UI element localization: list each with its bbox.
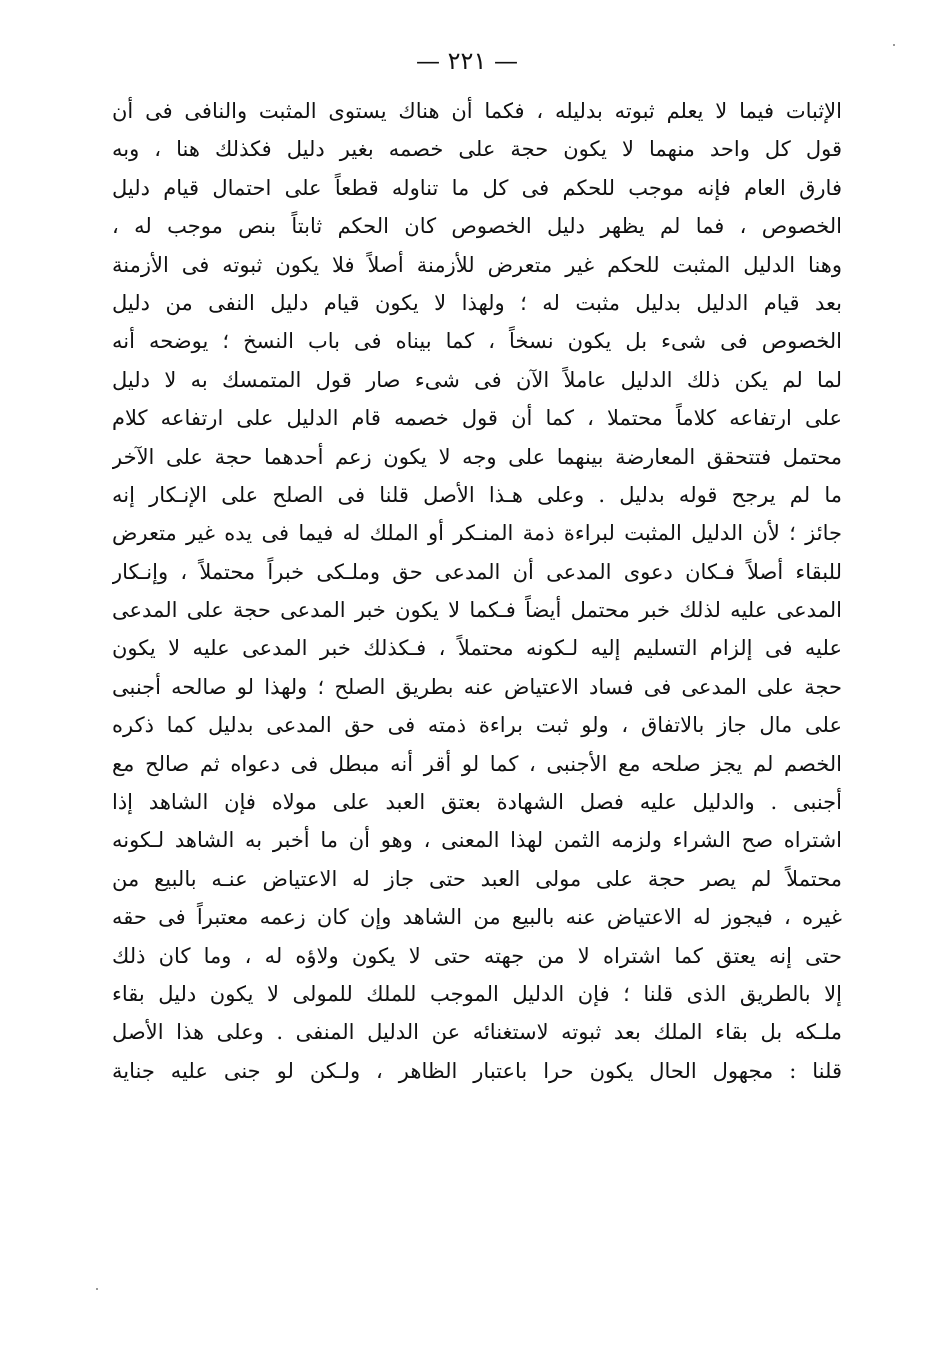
body-text <box>112 92 842 1090</box>
text-line: الإثبات فيما لا يعلم ثبوته بدليله ، فكما أن هناك يستوى المثبت والنافى فى أن <box>112 99 842 123</box>
text-line: عليه فى إلزام التسليم إليه لـكونه محتملاً ، فـكذلك خبر المدعى عليه لا يكون <box>112 636 842 661</box>
text-line: قلنا : مجهول الحال يكون حرا باعتبار الظاهر ، ولـكن لو جنى عليه جناية <box>112 1058 842 1083</box>
text-line: جائز ؛ لأن الدليل المثبت لبراءة ذمة المنـكر أو الملك له فيما فى يده غير متعرض <box>112 521 842 546</box>
text-line: الخصم لم يجز صلحه مع الأجنبى ، كما لو أقر أنه مبطل فى دعواه ثم صالح مع <box>112 751 842 776</box>
text-line: ملـكه بل بقاء الملك بعد ثبوته لاستغنائه عن الدليل المنفى . وعلى هذا الأصل <box>112 1020 842 1045</box>
text-line: غيره ، فيجوز له الاعتياض عنه بالبيع من الشاهد وإن كان زعمه معتبراً فى حقه <box>112 905 842 930</box>
text-line: محتملاً لم يصر حجة على مولى العبد حتى جاز له الاعتياض عنـه بالبيع من <box>112 866 842 891</box>
text-line: الخصوص فى شىء بل يكون نسخاً ، كما بيناه فى باب النسخ ؛ يوضحه أنه <box>112 329 842 354</box>
text-line: ما لم يرجح قوله بدليل . وعلى هـذا الأصل قلنا فى الصلح على الإنـكار إنه <box>112 482 842 507</box>
text-line: لما لم يكن ذلك الدليل عاملاً الآن فى شىء صار قول المتمسك به لا دليل <box>112 367 842 392</box>
text-line: اشتراه صح الشراء ولزمه الثمن لهذا المعنى ، وهو أن ما أخبر به الشاهد لـكونه <box>112 828 842 853</box>
text-line: محتمل فتتحقق المعارضة بينهما على وجه لا يكون زعم أحدهما حجة على الآخر <box>112 444 842 469</box>
text-line: إلا بالطريق الذى قلنا ؛ فإن الدليل الموجب للملك للمولى لا يكون دليل بقاء <box>112 981 842 1006</box>
page-number: — ٢٢١ — <box>416 47 518 75</box>
text-line: حتى إنه يعتق كما اشتراه لا من جهته حتى لا يكون ولاؤه له ، وما كان ذلك <box>112 943 842 968</box>
text-line: قول كل واحد منهما لا يكون حجة على خصمه بغير دليل فكذلك هنا ، وبه <box>112 137 842 162</box>
text-line: على مال جاز بالاتفاق ، ولو ثبت براءة ذمته فى حق المدعى بدليل كما ذكره <box>112 713 842 738</box>
text-line: وهنا الدليل المثبت للحكم غير متعرض للأزمنة أصلاً فلا يكون ثبوته فى الأزمنة <box>112 252 842 277</box>
text-line: المدعى عليه لذلك خبر محتمل أيضاً فـكما لا يكون خبر المدعى حجة على المدعى <box>112 598 842 623</box>
text-line: على ارتفاعه كلاماً محتملا ، كما أن قول خصمه قام الدليل على ارتفاعه كلام <box>112 406 842 431</box>
text-line: أجنبى . والدليل عليه فصل الشهادة بعتق العبد على مولاه فإن الشاهد إذا <box>112 790 842 815</box>
scan-speck <box>96 1288 98 1290</box>
text-line: الخصوص ، فما لم يظهر دليل الخصوص كان الحكم ثابتاً بنص موجب له ، <box>112 214 842 239</box>
text-line: بعد قيام الدليل بدليل مثبت له ؛ ولهذا لا يكون قيام دليل النفى من دليل <box>112 290 842 315</box>
text-line: فارق العام فإنه موجب للحكم فى كل ما تناوله قطعاً على احتمال قيام دليل <box>112 175 842 200</box>
scan-speck <box>893 44 895 46</box>
text-line: حجة على المدعى فى فساد الاعتياض عنه بطريق الصلح ؛ ولهذا لو صالحه أجنبى <box>112 674 842 699</box>
text-line: للبقاء أصلاً فـكان دعوى المدعى أن المدعى حق وملـكى خبراً محتملاً ، وإنـكار <box>112 559 842 584</box>
